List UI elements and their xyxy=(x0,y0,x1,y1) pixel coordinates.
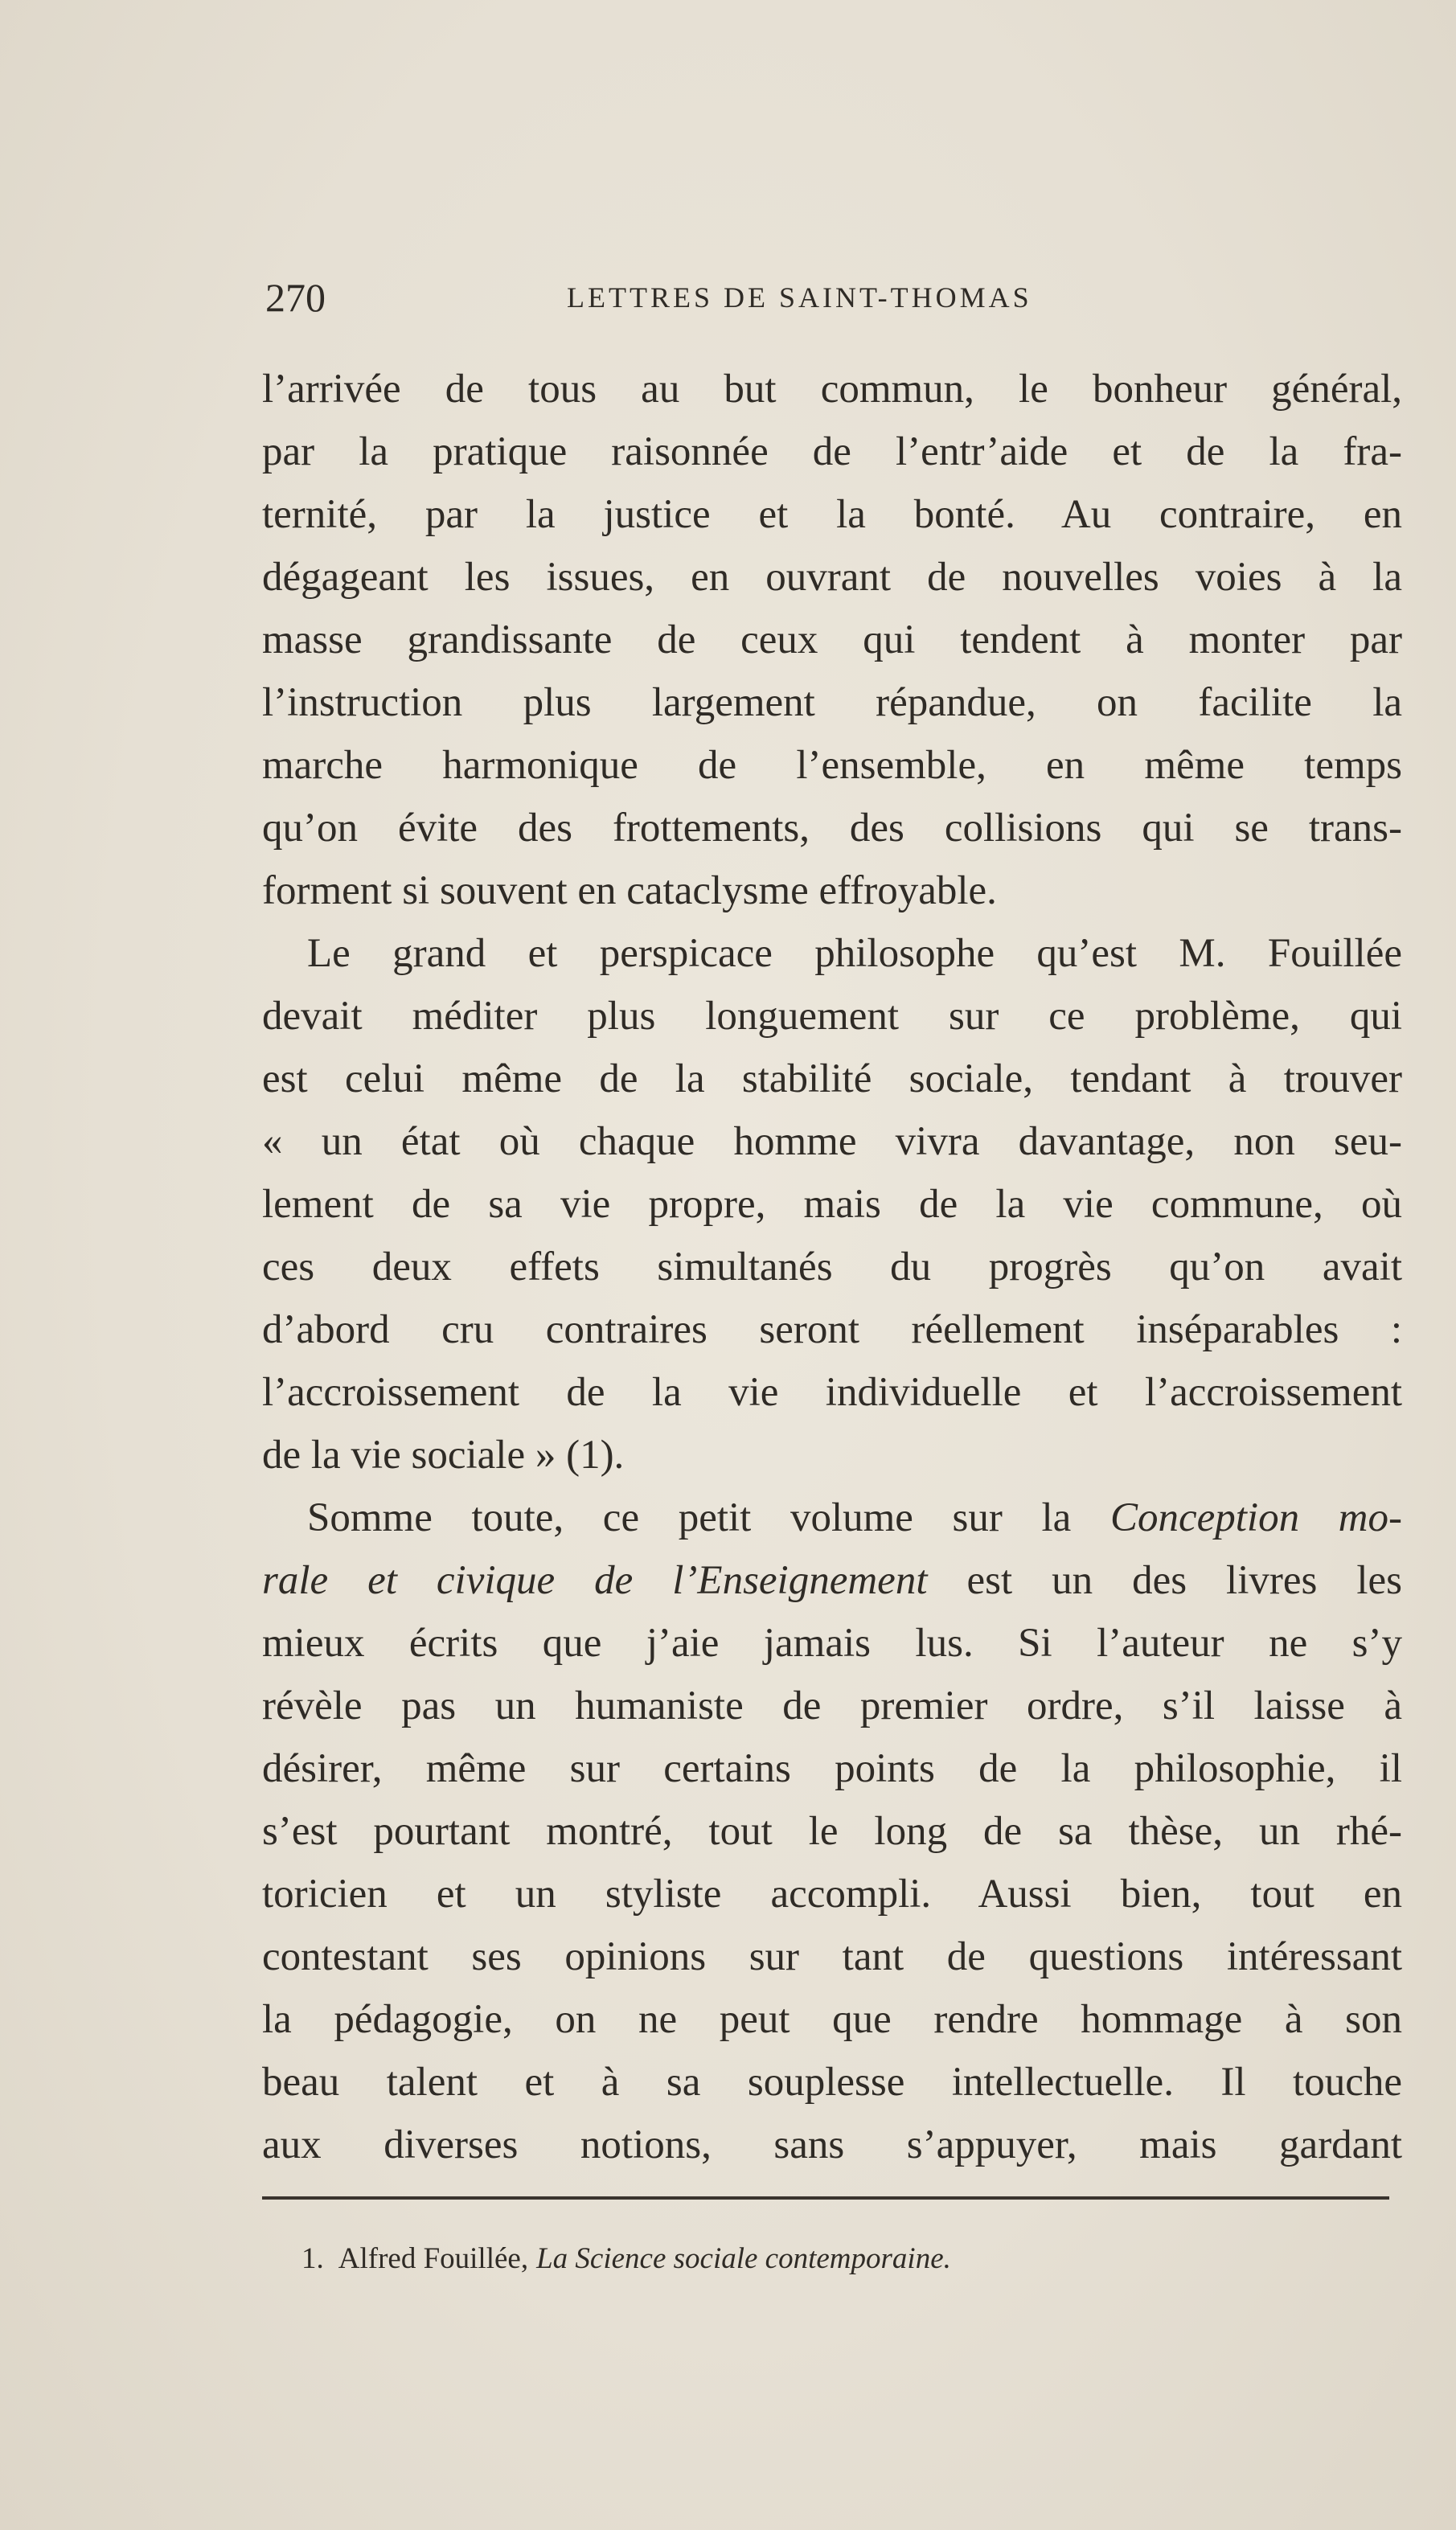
body-text xyxy=(262,358,1402,2176)
text-line: forment si souvent en cataclysme effroyable. xyxy=(262,868,997,913)
text-line: mieux écrits que j’aie jamais lus. Si l’auteur ne s’y xyxy=(262,1621,1402,1666)
text-line: masse grandissante de ceux qui tendent à monter par xyxy=(262,617,1402,662)
footnote-number: 1. xyxy=(301,2242,324,2275)
text-line: Le grand et perspicace philosophe qu’est M. Fouillée xyxy=(307,931,1402,976)
text-line: l’arrivée de tous au but commun, le bonheur général, xyxy=(262,367,1402,412)
text-line: toricien et un styliste accompli. Aussi bien, tout en xyxy=(262,1872,1402,1917)
text-line: dégageant les issues, en ouvrant de nouvelles voies à la xyxy=(262,555,1402,600)
text-line xyxy=(262,1549,1402,1612)
text-line: beau talent et à sa souplesse intellectuelle. Il touche xyxy=(262,2060,1402,2105)
text-line: ces deux effets simultanés du progrès qu’on avait xyxy=(262,1244,1402,1290)
text-line: désirer, même sur certains points de la philosophie, il xyxy=(262,1746,1402,1791)
page-number: 270 xyxy=(265,275,326,320)
text-line: devait méditer plus longuement sur ce problème, qui xyxy=(262,994,1402,1039)
book-title-italic: Conception mo- xyxy=(1109,1495,1402,1540)
text-line: ternité, par la justice et la bonté. Au contraire, en xyxy=(262,492,1402,537)
text-line: contestant ses opinions sur tant de questions intéressant xyxy=(262,1934,1402,1979)
running-head: LETTRES DE SAINT-THOMAS xyxy=(567,281,1032,314)
text-line: qu’on évite des frottements, des collisions qui se trans- xyxy=(262,806,1402,851)
text-line: d’abord cru contraires seront réellement inséparables : xyxy=(262,1307,1402,1352)
text-segment: est un des livres les xyxy=(966,1558,1402,1603)
footnote xyxy=(301,2235,951,2283)
text-line: « un état où chaque homme vivra davantage, non seu- xyxy=(262,1119,1402,1164)
text-line: s’est pourtant montré, tout le long de sa thèse, un rhé- xyxy=(262,1809,1402,1854)
text-line: l’accroissement de la vie individuelle et l’accroissement xyxy=(262,1370,1402,1415)
footnote-author: Alfred Fouillée, xyxy=(338,2242,529,2275)
text-line: est celui même de la stabilité sociale, tendant à trouver xyxy=(262,1056,1402,1101)
text-line: l’instruction plus largement répandue, on facilite la xyxy=(262,680,1402,725)
text-line: aux diverses notions, sans s’appuyer, mais gardant xyxy=(262,2122,1402,2167)
text-line: marche harmonique de l’ensemble, en même temps xyxy=(262,743,1402,788)
text-line: révèle pas un humaniste de premier ordre, s’il laisse à xyxy=(262,1683,1402,1728)
text-line: par la pratique raisonnée de l’entr’aide et de la fra- xyxy=(262,429,1402,474)
text-segment: Somme toute, ce petit volume sur la xyxy=(307,1495,1072,1540)
text-line: lement de sa vie propre, mais de la vie commune, où xyxy=(262,1182,1402,1227)
footnote-title: La Science sociale contemporaine. xyxy=(536,2242,951,2275)
book-title-italic: rale et civique de l’Enseignement xyxy=(262,1558,928,1603)
page-header xyxy=(265,265,1399,330)
text-line: la pédagogie, on ne peut que rendre hommage à son xyxy=(262,1997,1402,2042)
text-line xyxy=(262,1486,1402,1549)
text-line: de la vie sociale » (1). xyxy=(262,1433,625,1478)
footnote-rule xyxy=(262,2196,1389,2200)
